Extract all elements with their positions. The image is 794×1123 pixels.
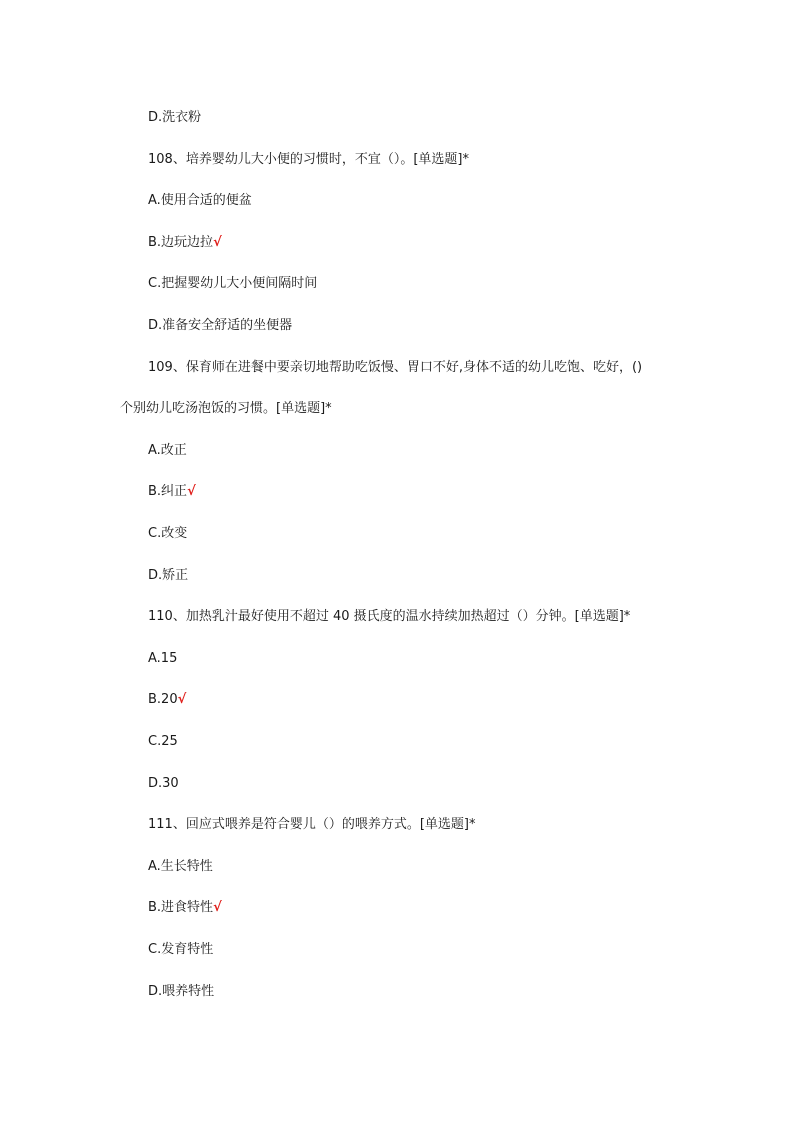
option-line: [148, 732, 178, 752]
question-line: [148, 358, 642, 378]
line-text: C.把握婴幼儿大小便间隔时间: [148, 276, 318, 291]
line-text: D.矫正: [148, 568, 189, 583]
option-line: [148, 524, 187, 544]
line-text: 110、加热乳汁最好使用不超过 40 摄氏度的温水持续加热超过（）分钟。[单选题]*: [148, 609, 631, 624]
line-text: A.改正: [148, 443, 187, 458]
line-text: D.喂养特性: [148, 984, 215, 999]
option-line: [148, 108, 201, 128]
correct-answer-check-icon: √: [213, 900, 222, 915]
line-text: D.30: [148, 776, 179, 791]
option-line: [148, 482, 196, 502]
option-line: [148, 940, 213, 960]
option-line: [148, 857, 213, 877]
line-text: C.改变: [148, 526, 188, 541]
option-line: [148, 274, 317, 294]
line-text: A.使用合适的便盆: [148, 193, 252, 208]
option-line: [148, 233, 222, 253]
line-text: C.25: [148, 734, 178, 749]
option-line: [148, 649, 177, 669]
line-text: A.15: [148, 651, 178, 666]
line-text: C.发育特性: [148, 942, 214, 957]
line-text: B.进食特性: [148, 900, 214, 915]
line-text: 个别幼儿吃汤泡饭的习惯。[单选题]*: [120, 401, 332, 416]
line-text: B.纠正: [148, 484, 188, 499]
correct-answer-check-icon: √: [187, 484, 196, 499]
option-line: [148, 441, 187, 461]
option-line: [148, 191, 252, 211]
option-line: [148, 566, 188, 586]
question-line: [148, 815, 475, 835]
line-text: B.边玩边拉: [148, 235, 214, 250]
option-line: [148, 774, 179, 794]
question-line-continued: [120, 399, 332, 419]
question-line: [148, 150, 469, 170]
line-text: A.生长特性: [148, 859, 213, 874]
option-line: [148, 982, 214, 1002]
correct-answer-check-icon: √: [213, 235, 222, 250]
option-line: [148, 316, 292, 336]
correct-answer-check-icon: √: [177, 692, 187, 707]
line-text: 111、回应式喂养是符合婴儿（）的喂养方式。[单选题]*: [148, 817, 476, 832]
option-line: [148, 690, 186, 710]
option-line: [148, 898, 222, 918]
question-line: [148, 607, 630, 627]
line-text: B.20: [148, 692, 178, 707]
line-text: 109、保育师在进餐中要亲切地帮助吃饭慢、胃口不好,身体不适的幼儿吃饱、吃好，(): [148, 360, 643, 375]
line-text: D.洗衣粉: [148, 110, 202, 125]
line-text: D.准备安全舒适的坐便器: [148, 318, 293, 333]
line-text: 108、培养婴幼儿大小便的习惯时，不宜（）。[单选题]*: [148, 152, 469, 167]
